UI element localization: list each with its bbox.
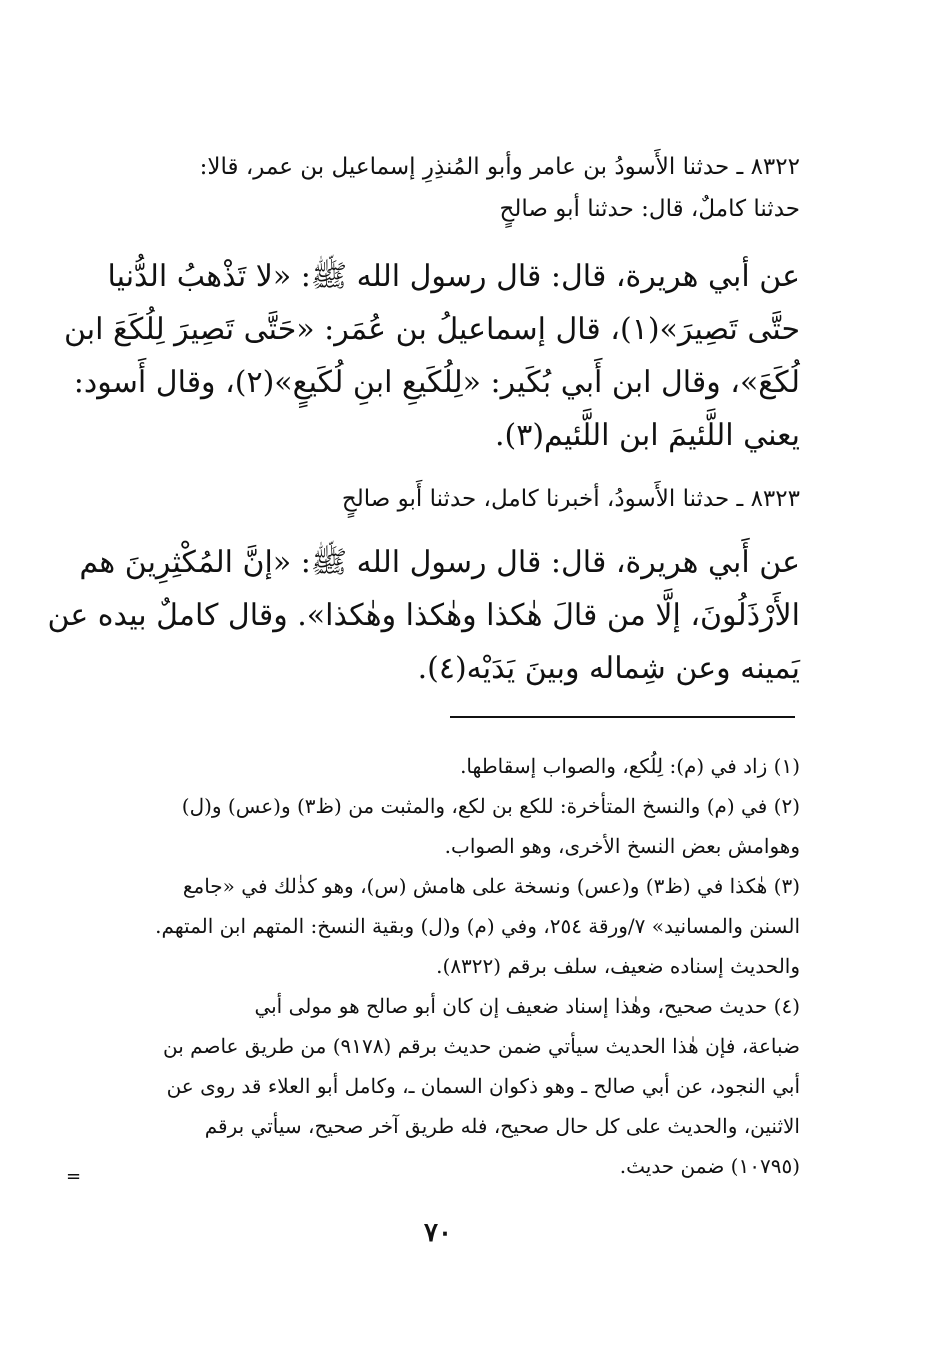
footnote-separator bbox=[450, 716, 795, 718]
page-number: ٧٠ bbox=[424, 1218, 452, 1248]
footnote-line: (١) زاد في (م): لِلُكع، والصواب إسقاطها. bbox=[460, 754, 800, 778]
isnad-line: ٨٣٢٢ ـ حدثنا الأَسودُ بن عامر وأبو المُنذِرِ إسماعيل بن عمر، قالا: bbox=[199, 154, 800, 180]
matn-line: يَمينه وعن شِماله وبينَ يَدَيْه(٤). bbox=[417, 651, 800, 686]
footnote-line: وهوامش بعض النسخ الأخرى، وهو الصواب. bbox=[444, 834, 800, 858]
isnad-line: ٨٣٢٣ ـ حدثنا الأَسودُ، أخبرنا كامل، حدثنا أَبو صالحٍ bbox=[341, 486, 800, 512]
matn-line: لُكَعَ»، وقال ابن أَبي بُكَير: «لِلُكَيعِ ابنِ لُكَيعٍ»(٢)، وقال أَسود: bbox=[73, 365, 800, 400]
hadith-8322-isnad bbox=[100, 146, 800, 230]
footnote-line: ضباعة، فإن هٰذا الحديث سيأتي ضمن حديث برقم (٩١٧٨) من طريق عاصم بن bbox=[163, 1034, 800, 1058]
footnotes bbox=[100, 746, 800, 1186]
footnote-line: الاثنين، والحديث على كل حال صحيح، فله طريق آخر صحيح، سيأتي برقم bbox=[204, 1114, 800, 1138]
matn-line: يعني اللَّئيمَ ابن اللَّئيم(٣). bbox=[494, 418, 800, 453]
matn-line: الأَرْذَلُونَ، إلَّا من قالَ هٰكذا وهٰكذا وهٰكذا». وقال كاملٌ بيده عن bbox=[47, 598, 800, 633]
footnote-line: (٣) هٰكذا في (ظ٣) و(عس) ونسخة على هامش (س)، وهو كذٰلك في «جامع bbox=[182, 874, 800, 898]
hadith-8323-matn bbox=[47, 536, 800, 695]
isnad-line: حدثنا كاملٌ، قال: حدثنا أبو صالحٍ bbox=[499, 196, 800, 222]
hadith-8323-isnad bbox=[100, 478, 800, 520]
footnote-line: السنن والمسانيد» ٧/ورقة ٢٥٤، وفي (م) و(ل) وبقية النسخ: المتهم ابن المتهم. bbox=[155, 914, 800, 938]
matn-line: عن أَبي هريرة، قال: قال رسول الله ﷺ: «إنَّ المُكْثِرِينَ هم bbox=[79, 545, 800, 580]
footnote-line: أبي النجود، عن أبي صالح ـ وهو ذكوان السمان ـ، وكامل أبو العلاء قد روى عن bbox=[166, 1074, 800, 1098]
footnote-line: والحديث إسناده ضعيف، سلف برقم (٨٣٢٢). bbox=[436, 954, 800, 978]
footnote-line: (٤) حديث صحيح، وهٰذا إسناد ضعيف إن كان أبو صالح هو مولى أبي bbox=[254, 994, 800, 1018]
footnote-line: (١٠٧٩٥) ضمن حديث. bbox=[619, 1154, 800, 1178]
matn-line: حتَّى تَصِيرَ»(١)، قال إسماعيلُ بن عُمَر: «حَتَّى تَصِيرَ لِلُكَعَ ابن bbox=[63, 312, 800, 347]
hadith-8322-matn bbox=[63, 250, 800, 462]
matn-line: عن أبي هريرة، قال: قال رسول الله ﷺ: «لا تَذْهبُ الدُّنيا bbox=[107, 259, 800, 294]
footnote-line: (٢) في (م) والنسخ المتأخرة: للكع بن لكع، والمثبت من (ظ٣) و(عس) و(ل) bbox=[181, 794, 800, 818]
continuation-mark: = bbox=[66, 1166, 82, 1187]
